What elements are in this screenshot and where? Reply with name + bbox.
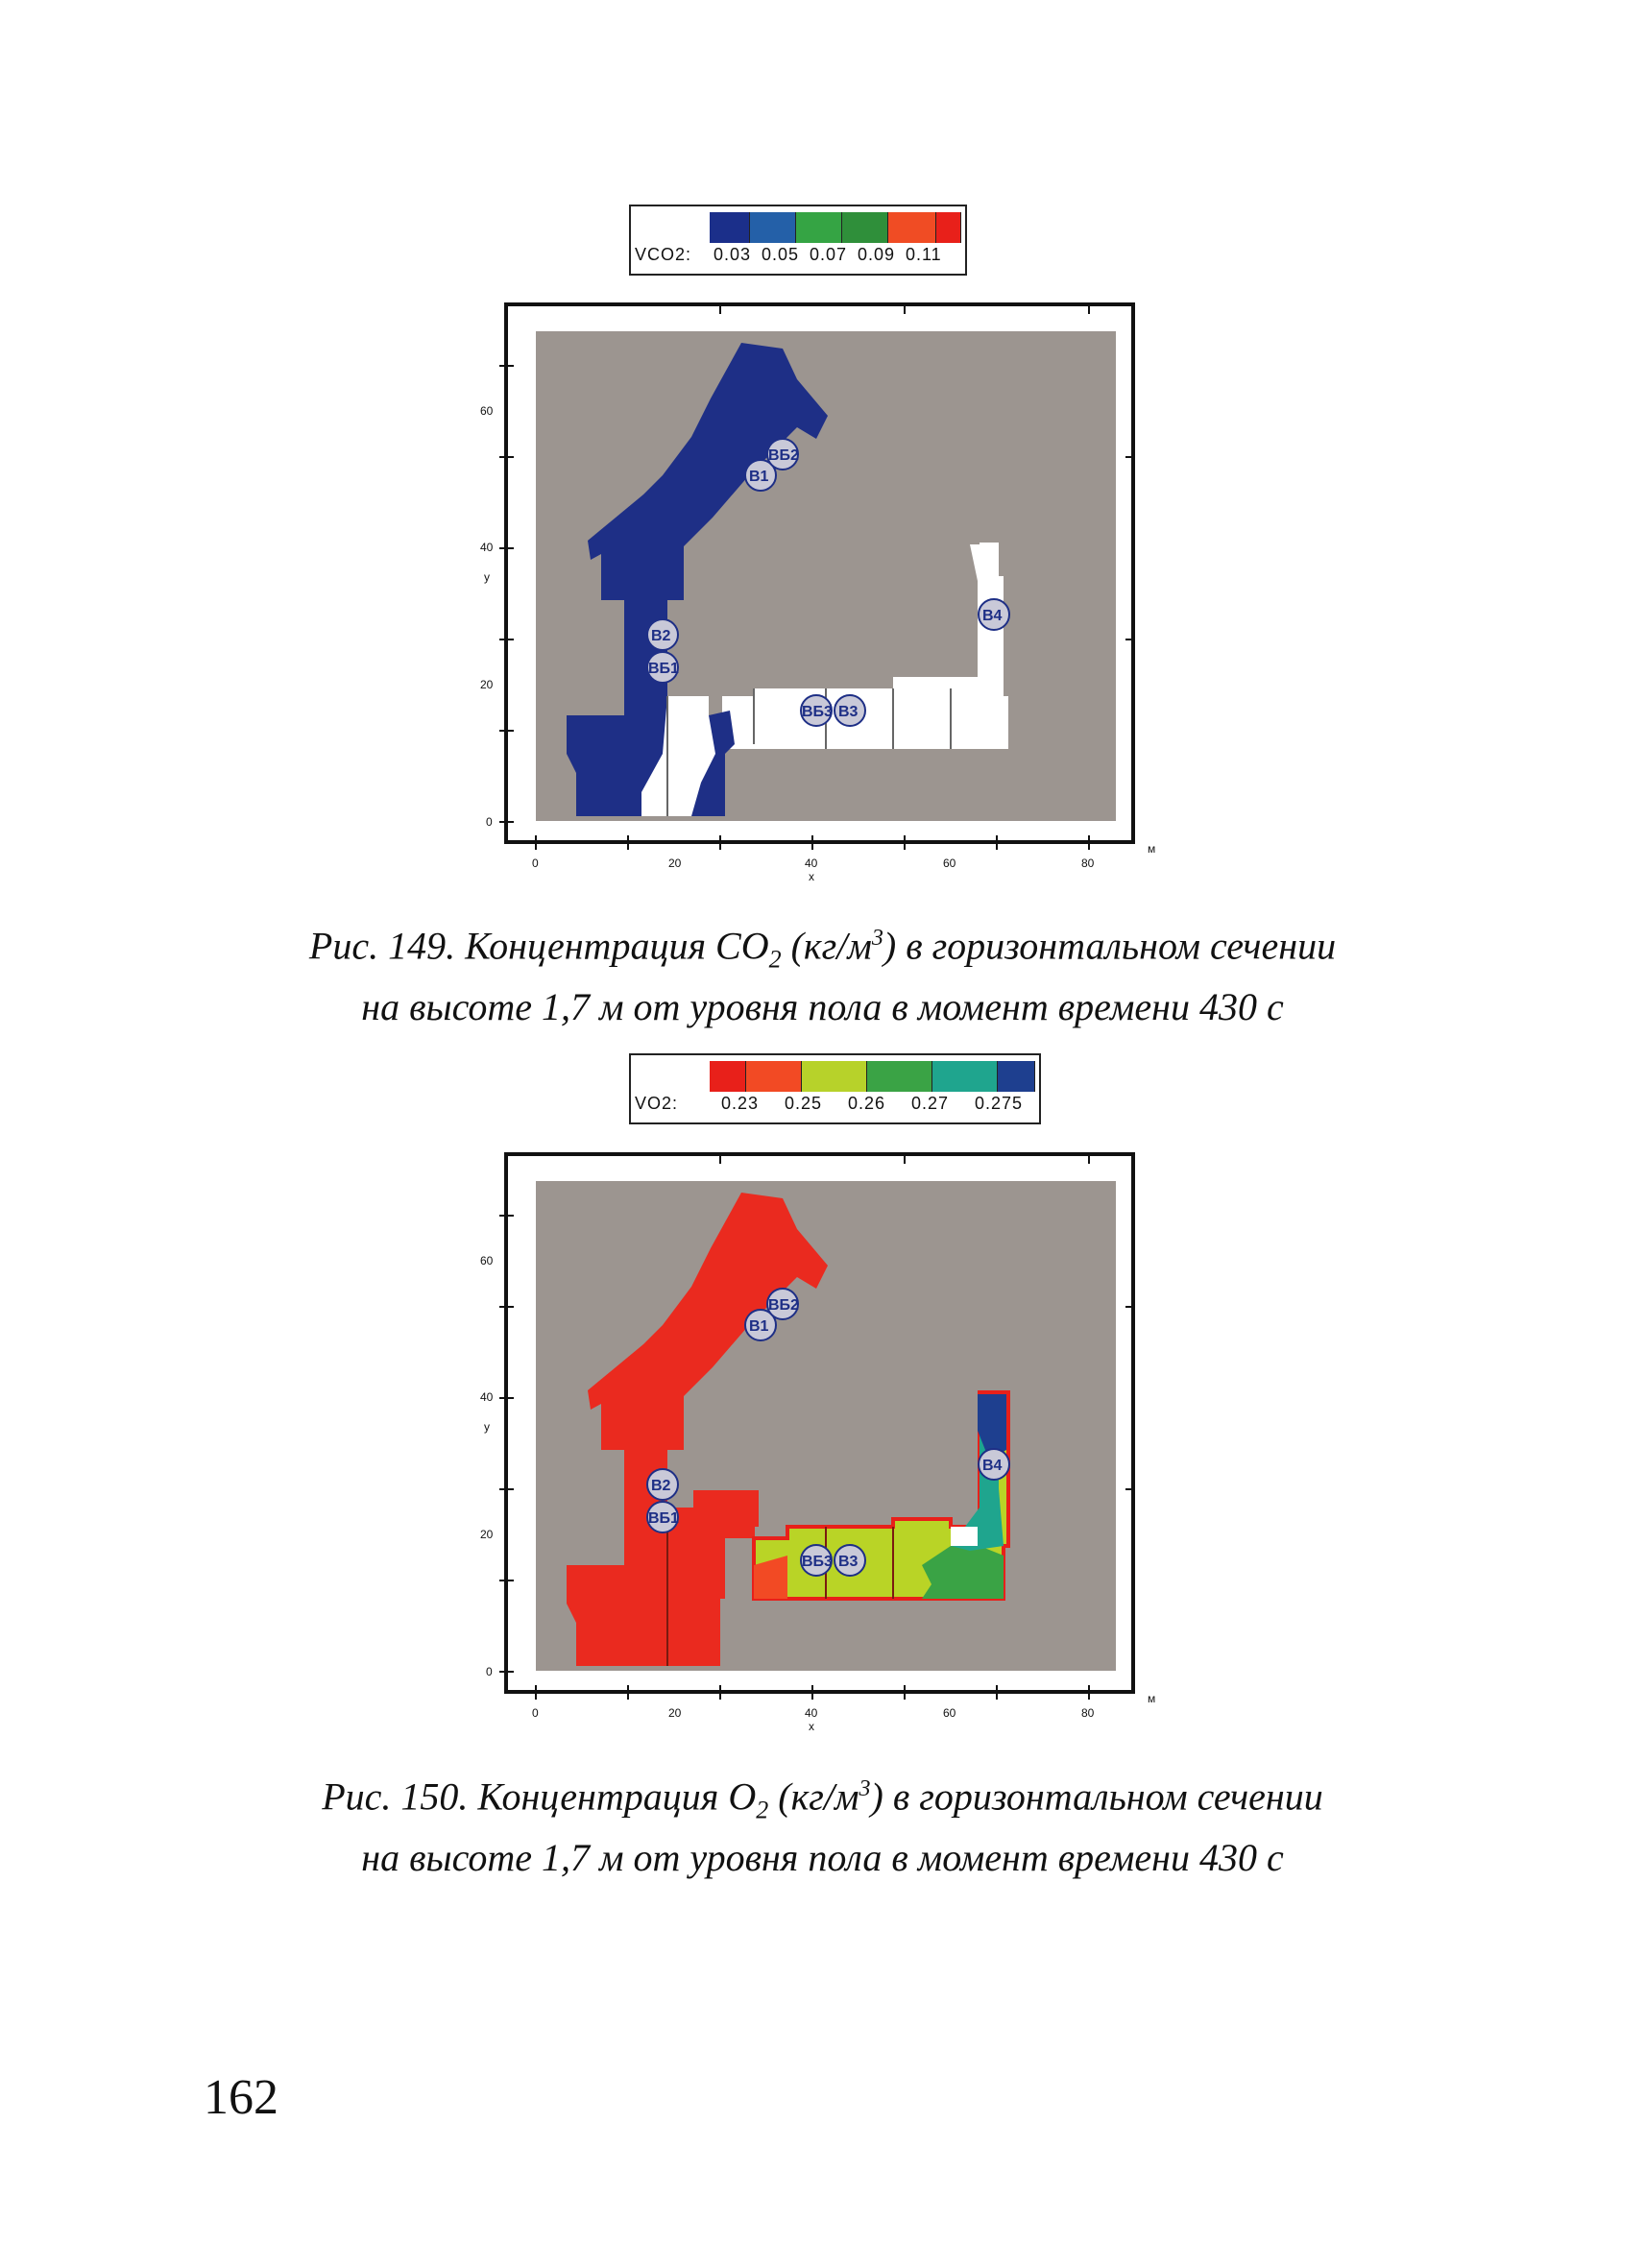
legend-swatch — [750, 212, 796, 243]
caption-text: ) в горизонтальном сечении — [870, 1774, 1323, 1819]
legend-swatch — [710, 1061, 746, 1092]
caption-150 — [0, 1765, 1645, 1882]
x-tick-label: 20 — [668, 857, 682, 870]
legend-swatch — [867, 1061, 932, 1092]
marker-label: ВБ3 — [802, 704, 833, 720]
x-axis-label: x — [809, 1720, 814, 1733]
legend-swatch — [746, 1061, 802, 1092]
marker-label: ВБ2 — [768, 447, 799, 464]
x-tick-label: 40 — [805, 1706, 818, 1720]
x-tick-label: 0 — [532, 857, 539, 870]
marker-label: В1 — [749, 1318, 769, 1335]
y-axis-label: y — [484, 1420, 490, 1434]
marker-label: В3 — [838, 1554, 859, 1570]
legend-swatch — [796, 212, 842, 243]
legend-value: 0.27 — [911, 1094, 950, 1113]
y-tick-label: 20 — [480, 678, 494, 691]
legend-value: 0.25 — [785, 1094, 823, 1113]
marker-vb3 — [801, 1545, 833, 1576]
legend-value: 0.07 — [810, 245, 848, 264]
y-tick-label: 0 — [486, 815, 493, 829]
legend-co2 — [629, 205, 967, 276]
region-white-notch — [951, 1527, 978, 1546]
marker-label: В4 — [982, 608, 1003, 624]
caption-sub: 2 — [756, 1796, 769, 1824]
x-tick-label: 60 — [943, 1706, 956, 1720]
marker-v3 — [835, 695, 865, 726]
legend-swatch — [932, 1061, 998, 1092]
legend-value: 0.03 — [714, 245, 752, 264]
legend-value: 0.05 — [762, 245, 800, 264]
x-tick-label: 60 — [943, 857, 956, 870]
marker-v2 — [647, 1469, 678, 1500]
caption-text: (кг/м — [768, 1774, 859, 1819]
legend-title: VCO2: — [635, 245, 692, 264]
y-tick-label: 60 — [480, 1254, 494, 1267]
marker-v3 — [835, 1545, 865, 1576]
marker-vb2 — [767, 439, 799, 470]
caption-sup: 3 — [871, 926, 883, 951]
x-axis-unit: м — [1148, 842, 1156, 856]
marker-label: В3 — [838, 704, 859, 720]
x-tick-label: 20 — [668, 1706, 682, 1720]
legend-value: 0.11 — [906, 245, 942, 264]
marker-v4 — [979, 599, 1009, 630]
x-tick-label: 80 — [1081, 1706, 1095, 1720]
legend-swatch — [710, 212, 750, 243]
y-tick-label: 20 — [480, 1528, 494, 1541]
marker-vb2 — [767, 1289, 799, 1319]
legend-swatch — [802, 1061, 867, 1092]
page-number: 162 — [204, 2070, 278, 2125]
y-tick-label: 60 — [480, 404, 494, 418]
x-tick-label: 40 — [805, 857, 818, 870]
legend-value: 0.09 — [858, 245, 896, 264]
plot-co2 — [471, 293, 1200, 888]
legend-o2 — [629, 1053, 1041, 1124]
legend-swatch — [998, 1061, 1035, 1092]
marker-label: ВБ2 — [768, 1297, 799, 1314]
plot-o2 — [471, 1143, 1200, 1738]
x-tick-label: 0 — [532, 1706, 539, 1720]
legend-title: VO2: — [635, 1094, 679, 1113]
caption-line2: на высоте 1,7 м от уровня пола в момент времени 430 с — [361, 1836, 1284, 1880]
caption-sub: 2 — [768, 945, 782, 974]
marker-vb3 — [801, 695, 833, 726]
x-axis-unit: м — [1148, 1692, 1156, 1705]
marker-v4 — [979, 1449, 1009, 1480]
caption-text: Рис. 150. Концентрация O — [322, 1774, 757, 1819]
marker-label: В1 — [749, 469, 769, 485]
caption-line2: на высоте 1,7 м от уровня пола в момент времени 430 с — [361, 985, 1284, 1029]
y-tick-label: 40 — [480, 1390, 494, 1404]
y-tick-label: 0 — [486, 1665, 493, 1678]
legend-value: 0.26 — [848, 1094, 886, 1113]
caption-sup: 3 — [859, 1776, 871, 1801]
marker-vb1 — [647, 1502, 679, 1532]
marker-v2 — [647, 619, 678, 650]
legend-swatch — [936, 212, 961, 243]
marker-label: В2 — [651, 628, 671, 644]
x-axis-label: x — [809, 870, 814, 883]
caption-text: Рис. 149. Концентрация CO — [308, 924, 769, 968]
marker-label: ВБ1 — [648, 1510, 679, 1527]
legend-swatch — [842, 212, 888, 243]
legend-swatch — [888, 212, 936, 243]
y-axis-label: y — [484, 570, 490, 584]
marker-vb1 — [647, 652, 679, 683]
marker-label: В4 — [982, 1458, 1003, 1474]
legend-value: 0.275 — [975, 1094, 1024, 1113]
marker-label: ВБ3 — [802, 1554, 833, 1570]
x-tick-label: 80 — [1081, 857, 1095, 870]
marker-label: ВБ1 — [648, 661, 679, 677]
caption-text: ) в горизонтальном сечении — [883, 924, 1337, 968]
y-tick-label: 40 — [480, 541, 494, 554]
legend-value: 0.23 — [721, 1094, 760, 1113]
caption-149 — [0, 914, 1645, 1031]
marker-label: В2 — [651, 1478, 671, 1494]
caption-text: (кг/м — [781, 924, 872, 968]
